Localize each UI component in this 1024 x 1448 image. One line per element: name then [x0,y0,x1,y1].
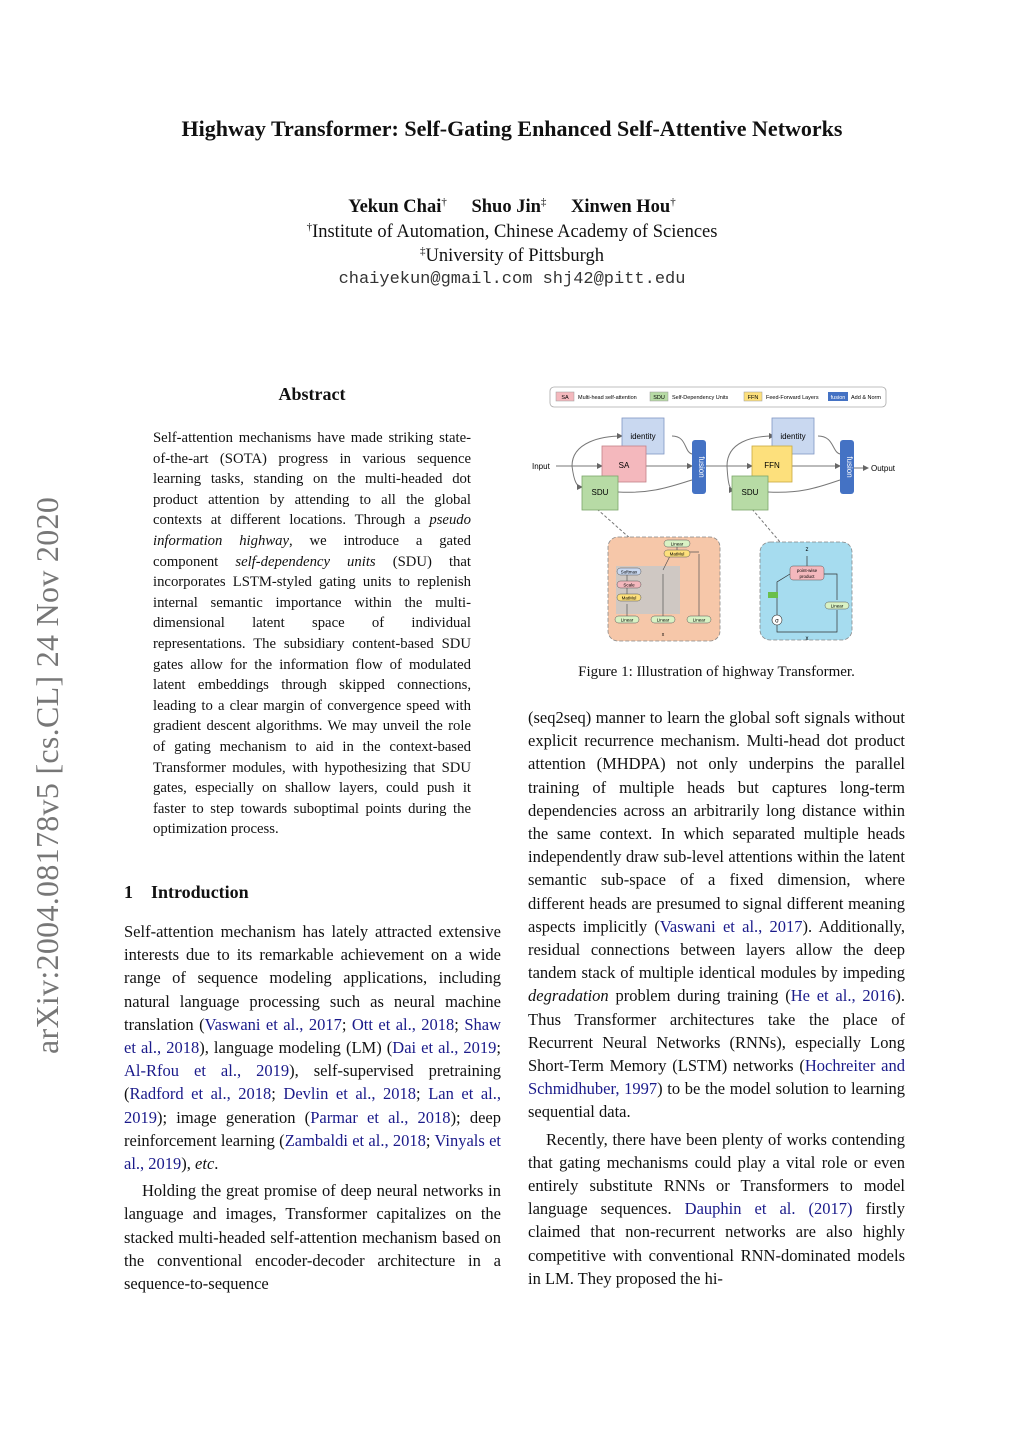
svg-text:MatMul: MatMul [669,551,685,557]
svg-text:FFN: FFN [747,395,759,401]
svg-text:Linear: Linear [620,617,634,623]
softmax-node [617,568,641,575]
citation-link[interactable]: Lan et al., 2019 [124,1084,501,1127]
paragraph: Recently, there have been plenty of works contending that gating mechanisms could play a vital role or even entirely substitute RNNs or Transformers to model language sequences. Dauphin et al. (2017) firstly claimed that non-recurrent networks are also highly competitive with conventional RNN-dominated models in LM. They proposed the hi- [528,1129,905,1288]
paragraph: (seq2seq) manner to learn the global soft signals without explicit recurrence mechanism. Multi-head dot product attention (MHDPA) not only underpins the parallel training of multiple heads but captures long-term dependencies across an arbitrarily long distance within the same context. In which separated multiple heads independently draw sub-level attentions within the latent semantic sub-space of a fixed dimension, where different heads are presumed to signal different meaning aspects implicitly (Vaswani et al., 2017). Additionally, residual connections between layers allow the deep tandem stack of multiple identical modules by impeding degradation problem during training (He et al., 2016). Thus Transformer architectures take the place of Recurrent Neural Networks (RNNs), especially Long Short-Term Memory (LSTM) networks (Hochreiter and Schmidhuber, 1997) to be the model solution to learning sequential data. [528,708,906,1122]
linear-node [664,540,690,547]
citation-link[interactable]: Al-Rfou et al., 2019 [124,1061,290,1081]
svg-text:product: product [799,574,815,579]
arxiv-stamp [24,444,70,1054]
svg-text:MatMul: MatMul [621,595,637,601]
svg-text:Linear: Linear [692,617,706,623]
svg-text:Multi-head self-attention: Multi-head self-attention [578,395,637,401]
svg-text:SA: SA [618,461,630,470]
citation-link[interactable]: Dauphin et al. (2017) [684,1199,853,1219]
x-label: x [661,632,665,638]
sdu-block [582,476,618,510]
citation-link[interactable]: Hochreiter and Schmidhuber, 1997 [528,1056,905,1099]
figure-caption: Figure 1: Illustration of highway Transformer. [578,664,855,680]
output-label: Output [871,464,896,473]
matmul-node [664,550,690,557]
svg-text:identity: identity [780,432,806,441]
paragraph: Self-attention mechanism has lately attracted extensive interests due to its remarkable achievement on a wide range of sequence modeling applications, including natural language processing such as neural machine translation (Vaswani et al., 2017; Ott et al., 2018; Shaw et al., 2018), language modeling (LM) (Dai et al., 2019; Al-Rfou et al., 2019), self-supervised pretraining (Radford et al., 2018; Devlin et al., 2018; Lan et al., 2019); image generation (Parmar et al., 2018); deep reinforcement learning (Zambaldi et al., 2018; Vinyals et al., 2019), etc. [124,922,502,1174]
attention-detail-panel [608,537,720,641]
svg-text:SDU: SDU [591,488,609,497]
citation-link[interactable]: Vinyals et al., 2019 [124,1130,502,1174]
sigma-node [772,615,782,625]
svg-text:Add & Norm: Add & Norm [851,395,881,401]
paragraph: Holding the great promise of deep neural networks in language and images, Transformer capitalizes on the stacked multi-headed self-attention mechanism based on the conventional encoder-decoder architecture in a sequence-to-sequence [124,1181,501,1294]
x-label: x [805,636,809,642]
svg-text:Linear: Linear [830,603,844,609]
svg-text:identity: identity [630,432,656,441]
svg-text:Linear: Linear [656,617,670,623]
svg-text:fusion: fusion [830,395,846,401]
svg-text:SDU: SDU [653,395,665,401]
svg-text:Self-Dependency Units: Self-Dependency Units [672,395,729,401]
svg-text:Scale: Scale [623,582,635,588]
svg-text:FFN: FFN [764,461,780,470]
paper-title: Highway Transformer: Self-Gating Enhanced Self-Attentive Networks [181,116,843,141]
left-column [124,920,501,1295]
input-label: Input [532,462,550,471]
linear-node [825,602,849,609]
svg-text:SA: SA [561,395,569,401]
scale-node [617,581,641,588]
figure-highway-transformer [522,382,896,652]
affiliation: ‡University of Pittsburgh [420,245,604,267]
linear-node [687,616,711,623]
citation-link[interactable]: Vaswani et al., 2017 [659,916,803,936]
svg-text:Linear: Linear [670,541,684,547]
svg-text:Feed-Forward Layers: Feed-Forward Layers [766,395,819,401]
svg-text:Softmax: Softmax [620,569,638,575]
section-heading: 1 Introduction [124,882,249,902]
right-column [528,706,905,1290]
svg-text:SDU: SDU [741,488,759,497]
citation-link[interactable]: Shaw et al., 2018 [124,1014,501,1058]
citation-link[interactable]: Dai et al., 2019 [392,1038,497,1058]
abstract-body: Self-attention mechanisms have made striking state-of-the-art (SOTA) progress in various sequence learning tasks, standing on the multi-headed dot product attention by attending to all the global contexts at different locations. Through a pseudo information highway, we introduce a gated component self-dependency units (SDU) that incorporates LSTM-styled gating units to replenish internal semantic importance within the multi-dimensional latent space of individual representations. The subsidiary content-based SDU gates allow for the information flow of modulated latent embeddings through skipped connections, leading to a clear margin of convergence speed with gradient descent algorithms. We may unveil the role of gating mechanism to aid in the context-based Transformer modules, with hypothesizing that SDU gates, especially on shallow layers, could push it faster to step towards suboptimal points during the optimization process. [153,430,472,838]
svg-text:point-wise: point-wise [796,568,818,573]
matmul-node [617,594,641,601]
abstract-heading: Abstract [278,384,346,404]
author: Xinwen Hou† [571,196,676,218]
affiliation: †Institute of Automation, Chinese Academy of Sciences [306,221,718,243]
svg-text:fusion: fusion [845,456,854,478]
svg-text:fusion: fusion [697,456,706,478]
z-label: z [805,547,809,553]
pointwise-product-node [790,566,824,580]
citation-link[interactable]: Ott et al., 2018 [351,1014,455,1034]
gate-node [768,592,778,598]
author-emails: chaiyekun@gmail.com shj42@pitt.edu [338,270,686,289]
svg-text:σ: σ [775,618,779,625]
linear-node [615,616,639,623]
citation-link[interactable]: Parmar et al., 2018 [310,1107,451,1127]
fusion-block [840,440,854,494]
fusion-block [692,440,706,494]
sdu-detail-panel [760,542,852,642]
citation-link[interactable]: Devlin et al., 2018 [283,1084,417,1104]
author: Yekun Chai† [348,196,447,218]
arxiv-id: arXiv:2004.08178v5 [cs.CL] 24 Nov 2020 [29,496,65,1054]
citation-link[interactable]: Radford et al., 2018 [129,1084,272,1104]
author-list [0,196,1024,218]
citation-link[interactable]: Zambaldi et al., 2018 [284,1130,426,1150]
sdu-block [732,476,768,510]
author: Shuo Jin‡ [471,196,547,218]
citation-link[interactable]: He et al., 2016 [790,986,896,1006]
linear-node [651,616,675,623]
citation-link[interactable]: Vaswani et al., 2017 [204,1014,342,1034]
